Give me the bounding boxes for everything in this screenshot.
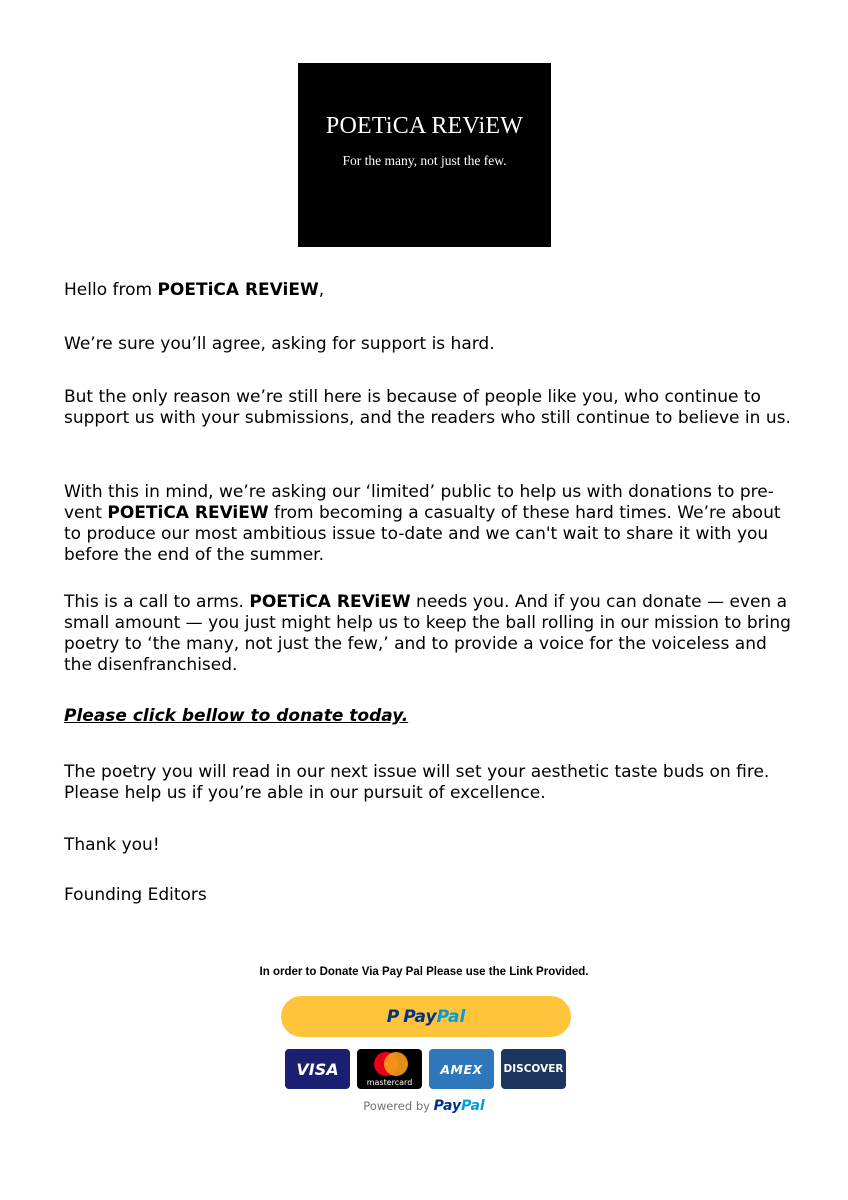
greeting [64,280,794,301]
paragraph-4 [64,592,794,676]
thank-you: Thank you! [64,835,160,855]
paragraph-2: But the only reason we’re still here is because of people like you, who continue to support us with your submissions, and the readers who still continue to believe in us. [64,387,791,428]
greeting-text: Hello from [64,280,158,300]
logo-tagline: For the many, not just the few. [342,153,507,168]
paragraph-4-brand: POETiCA REViEW [249,592,411,612]
amex-card-icon[interactable] [429,1049,494,1089]
paragraph-3 [64,482,794,566]
mastercard-card-icon[interactable] [357,1049,422,1089]
paypal-icon: P [386,1006,400,1027]
mastercard-circles-icon [368,1052,412,1078]
powered-by-paypal [0,1098,848,1114]
paragraph-1: We’re sure you’ll agree, asking for support is hard. [64,334,495,354]
powered-by-text: Powered by [363,1099,430,1113]
discover-card-icon[interactable] [501,1049,566,1089]
visa-label: VISA [296,1059,339,1079]
paragraph-4-text-a: This is a call to arms. [64,592,250,612]
paypal-word-pay: Pay [403,1006,437,1027]
signature: Founding Editors [64,885,207,905]
poetica-review-logo [298,63,551,247]
paragraph-3-brand: POETiCA REViEW [107,503,269,523]
powered-word-pay: Pay [433,1098,462,1114]
logo-title: POETiCA REViEW [325,113,524,139]
amex-label: AMEX [440,1061,483,1077]
paragraph-4-text-b: needs you. And if you can donate — even a small amount — you just might help us to keep the ball rolling in our mission to bring poetry to ‘the many, not just the few,’ and to provide a voice for the voiceless and the disenfranchised. [64,592,791,675]
visa-card-icon[interactable] [285,1049,350,1089]
greeting-punct: , [318,280,325,300]
mastercard-label: mastercard [366,1078,413,1087]
paragraph-3-text-a: With this in mind, we’re asking our ‘limited’ public to help us with donations to pre-vent [64,482,774,523]
donate-call-to-action: Please click bellow to donate today. [64,706,409,726]
paypal-word-pal: Pal [436,1006,466,1027]
powered-word-pal: Pal [461,1098,485,1114]
paypal-donate-button[interactable] [281,996,571,1037]
discover-label: DISCOVER [503,1063,564,1075]
greeting-brand: POETiCA REViEW [157,280,319,300]
paragraph-5: The poetry you will read in our next issue will set your aesthetic taste buds on fire. Please help us if you’re able in our pursuit of excellence. [64,762,770,803]
paragraph-3-text-b: from becoming a casualty of these hard times. We’re about to produce our most ambitious issue to-date and we can't wait to share it with you before the end of the summer. [64,503,781,565]
paypal-wordmark [403,1007,465,1027]
donate-instructions: In order to Donate Via Pay Pal Please use the Link Provided. [259,966,589,978]
